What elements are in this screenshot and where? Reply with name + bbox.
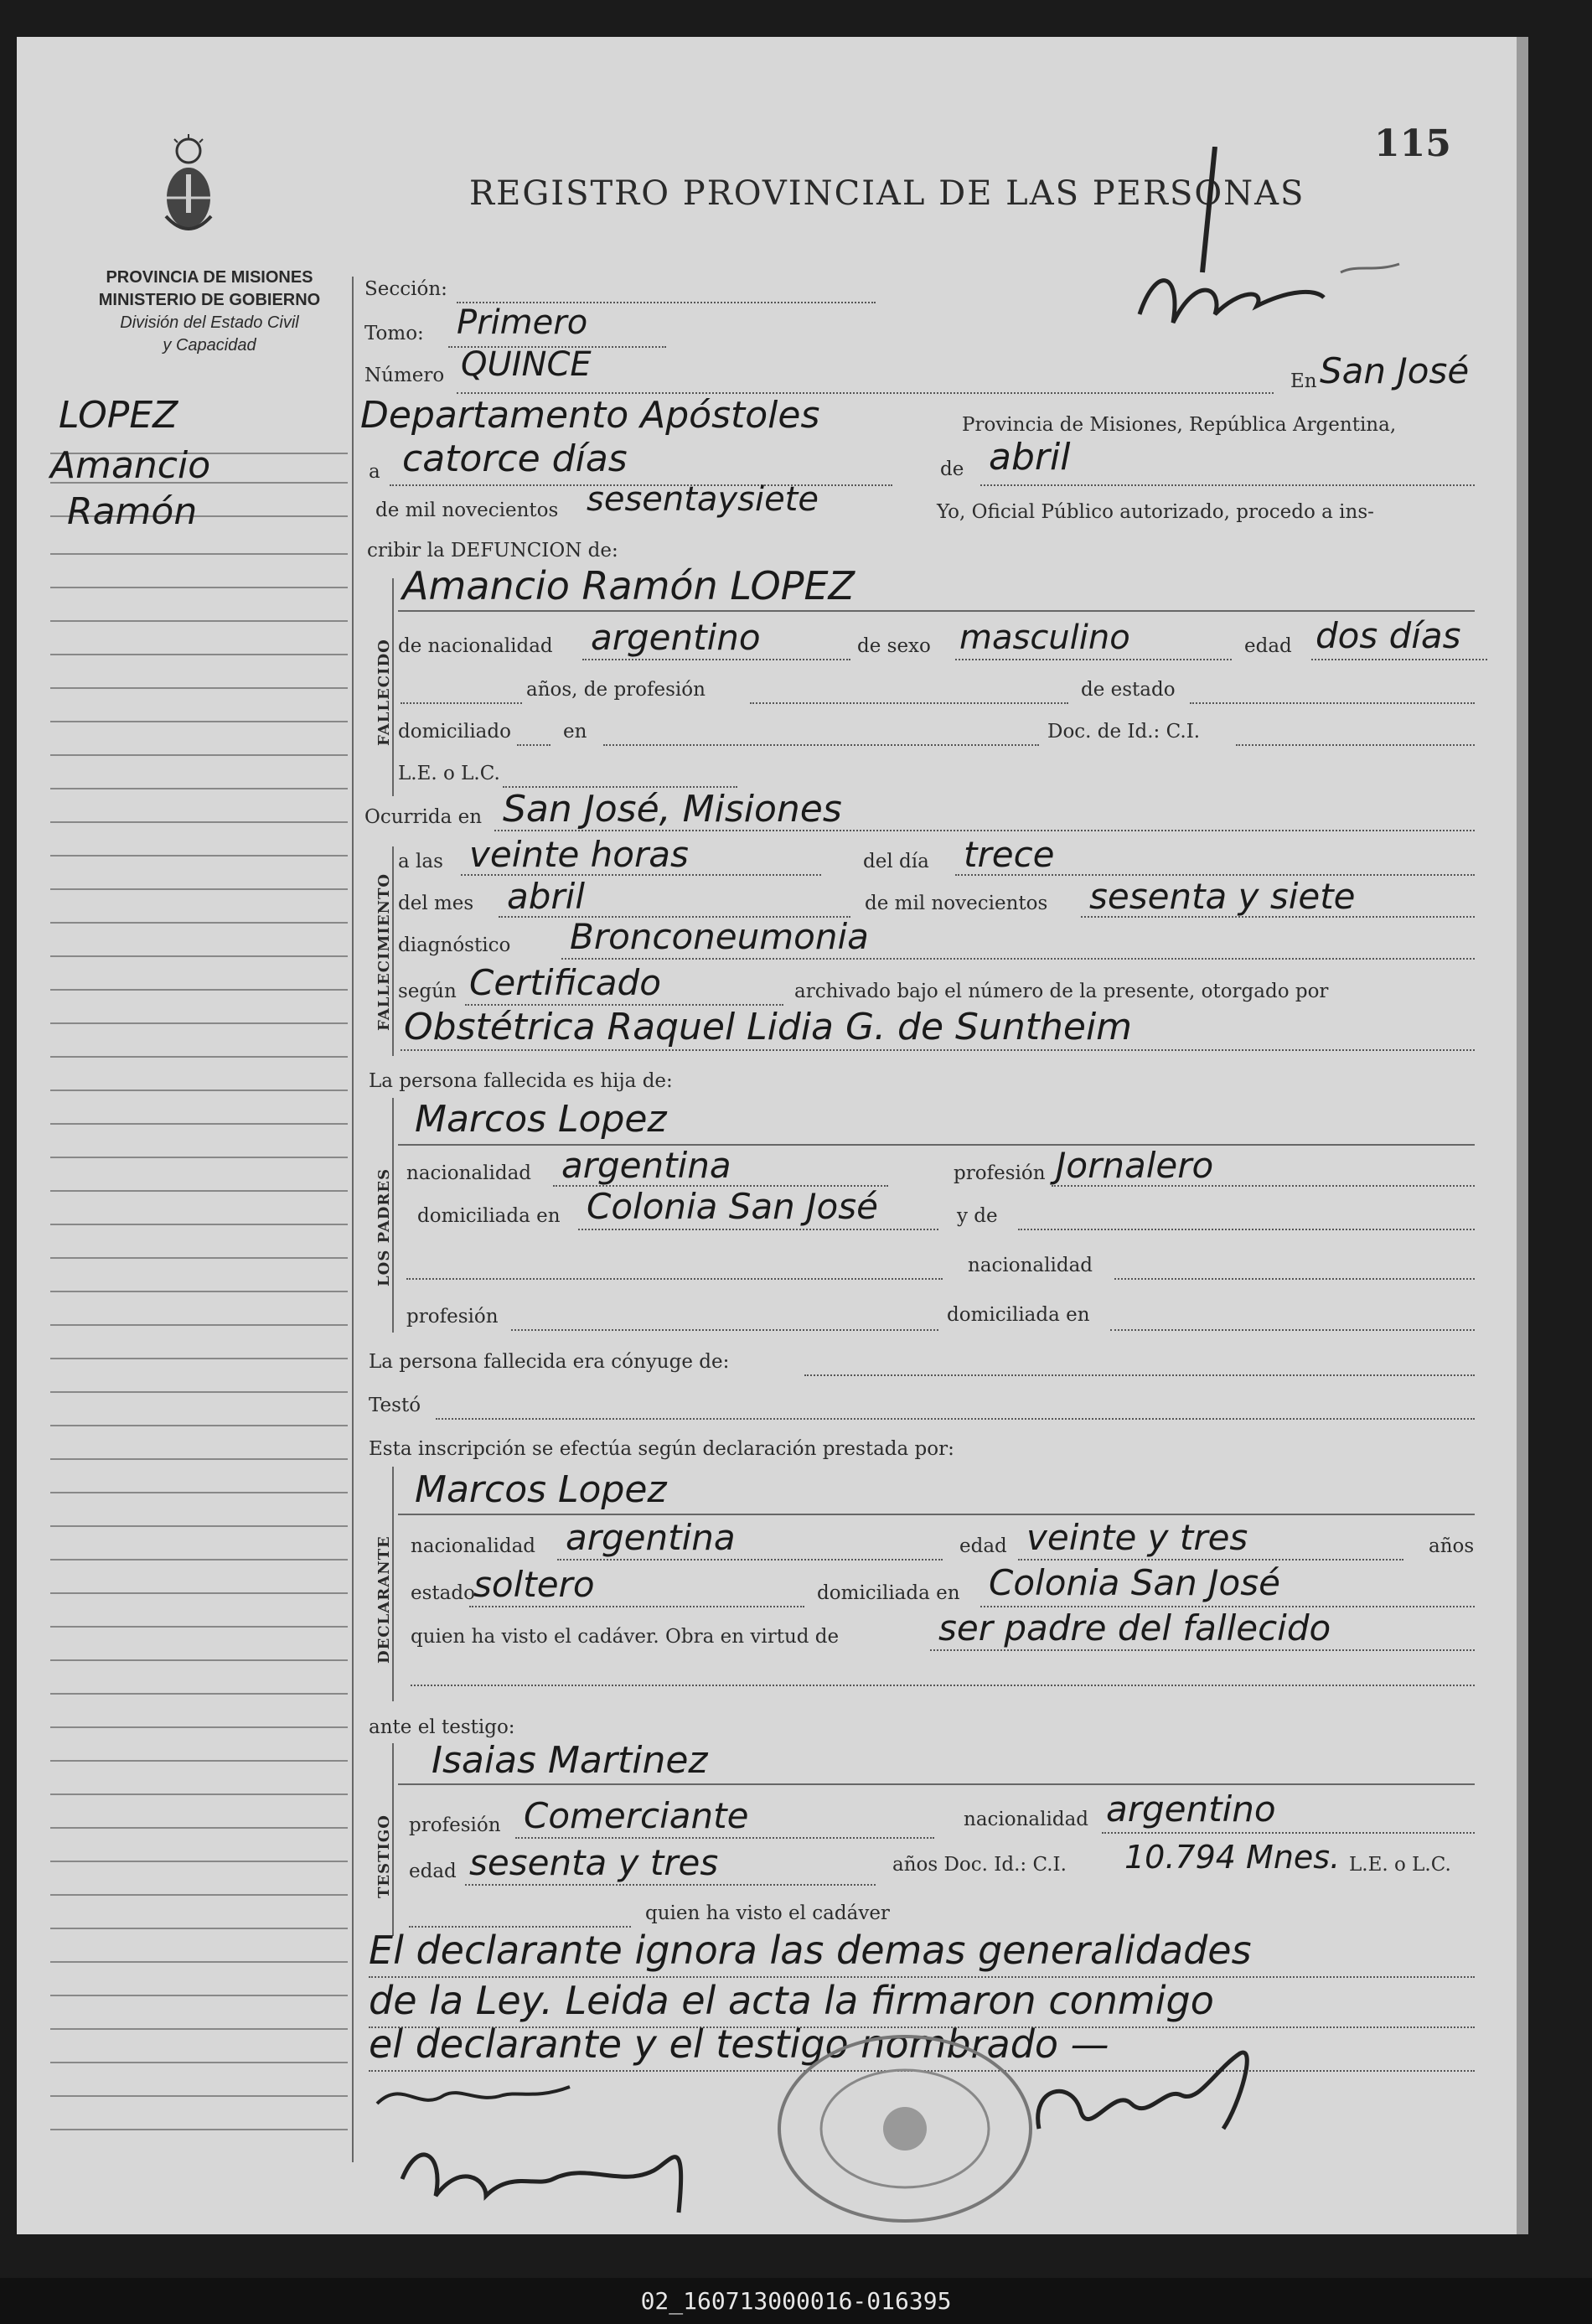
page-title: REGISTRO PROVINCIAL DE LAS PERSONAS: [469, 174, 1305, 213]
label-decl-edad: edad: [959, 1535, 1007, 1557]
label-en: En: [1290, 370, 1317, 392]
label-a-las: a las: [398, 851, 443, 872]
label-profesion-madre: profesión: [406, 1306, 499, 1328]
label-test-profesion: profesión: [409, 1814, 501, 1836]
label-de-estado: de estado: [1081, 679, 1176, 701]
label-seccion: Sección:: [364, 278, 447, 300]
label-en2: en: [563, 721, 587, 743]
label-del-mes: del mes: [398, 893, 474, 914]
label-numero: Número: [364, 365, 445, 386]
label-segun: según: [398, 981, 457, 1002]
label-domiciliado: domiciliado: [398, 721, 511, 743]
value-test-prof: Comerciante: [524, 1795, 749, 1836]
agency-capacity: y Capacidad: [163, 336, 256, 355]
value-diagnostico: Bronconeumonia: [570, 916, 869, 957]
agency-province: PROVINCIA DE MISIONES: [106, 268, 313, 287]
value-tomo: Primero: [457, 303, 588, 342]
label-decl-estado: estado: [411, 1582, 475, 1604]
value-padre-dom: Colonia San José: [587, 1186, 878, 1227]
value-otorgado: Obstétrica Raquel Lidia G. de Suntheim: [404, 1006, 1133, 1048]
note-line-2: de la Ley. Leida el acta la firmaron conmigo: [369, 1978, 1214, 2023]
label-nacionalidad-madre: nacionalidad: [968, 1255, 1093, 1276]
label-anos-profesion: años, de profesión: [526, 679, 706, 701]
value-decl-estado: soltero: [473, 1564, 595, 1605]
value-nacionalidad: argentino: [591, 617, 761, 658]
label-nacionalidad: de nacionalidad: [398, 635, 553, 657]
value-padre-prof: Jornalero: [1056, 1145, 1214, 1186]
image-id-footer: 02_160713000016-016395: [0, 2278, 1592, 2324]
section-declarante: DECLARANTE: [375, 1535, 393, 1664]
section-fallecimiento: FALLECIMIENTO: [375, 872, 393, 1031]
label-tomo: Tomo:: [364, 323, 424, 344]
label-test-anos: años Doc. Id.: C.I.: [892, 1854, 1067, 1876]
label-hija-de: La persona fallecida es hija de:: [369, 1070, 673, 1092]
margin-given-name-2: Ramón: [67, 490, 198, 533]
value-dia: catorce días: [402, 437, 628, 480]
value-nombre: Amancio Ramón LOPEZ: [402, 563, 855, 608]
label-le-lc: L.E. o L.C.: [398, 763, 500, 784]
value-dia-fallec: trece: [964, 834, 1055, 875]
value-test-ci: 10.794 Mnes.: [1124, 1839, 1341, 1876]
value-anio: sesentaysiete: [587, 480, 819, 519]
label-del-dia: del día: [863, 851, 929, 872]
agency-header: [67, 267, 352, 357]
label-cribir: cribir la DEFUNCION de:: [367, 540, 618, 562]
label-nacionalidad-padre: nacionalidad: [406, 1162, 532, 1184]
label-de-mil2: de mil novecientos: [865, 893, 1048, 914]
margin-given-name-1: Amancio: [50, 444, 211, 487]
label-domiciliada-madre: domiciliada en: [947, 1304, 1090, 1326]
value-padre-nac: argentina: [561, 1145, 731, 1186]
official-closing-signature-icon: [1022, 2003, 1290, 2171]
label-domiciliada-padre: domiciliada en: [417, 1205, 561, 1227]
value-decl-nac: argentina: [566, 1517, 736, 1558]
label-ante-testigo: ante el testigo:: [369, 1716, 515, 1738]
label-test-edad: edad: [409, 1861, 457, 1882]
label-declaracion: Esta inscripción se efectúa según declaración prestada por:: [369, 1438, 954, 1460]
value-mes: abril: [989, 436, 1071, 479]
value-declarante: Marcos Lopez: [415, 1468, 667, 1511]
value-sexo: masculino: [959, 619, 1130, 657]
value-test-nac: argentino: [1106, 1788, 1276, 1830]
argentine-coat-of-arms-icon: [159, 132, 218, 241]
label-testo: Testó: [369, 1395, 421, 1416]
label-edad: edad: [1244, 635, 1292, 657]
label-doc-id: Doc. de Id.: C.I.: [1047, 721, 1201, 743]
section-testigo: TESTIGO: [375, 1814, 393, 1898]
value-numero: QUINCE: [461, 345, 592, 384]
label-decl-nacionalidad: nacionalidad: [411, 1535, 536, 1557]
label-decl-anos: años: [1429, 1535, 1475, 1557]
page-number: 115: [1374, 122, 1451, 165]
value-hora: veinte horas: [469, 834, 689, 875]
label-de-mil: de mil novecientos: [375, 499, 559, 521]
value-ocurrida: San José, Misiones: [503, 788, 842, 831]
value-test-edad: sesenta y tres: [469, 1842, 719, 1883]
margin-surname: LOPEZ: [59, 394, 178, 437]
label-sexo: de sexo: [857, 635, 931, 657]
label-quien-ha-visto: quien ha visto el cadáver. Obra en virtud de: [411, 1626, 840, 1648]
section-padres: LOS PADRES: [375, 1167, 393, 1286]
registry-seal-icon: [762, 2011, 1047, 2229]
label-profesion-padre: profesión: [954, 1162, 1046, 1184]
label-de: de: [940, 458, 964, 480]
label-test-le-lc: L.E. o L.C.: [1349, 1854, 1451, 1876]
label-ocurrida: Ocurrida en: [364, 806, 483, 828]
section-fallecido: FALLECIDO: [375, 639, 393, 746]
label-conyuge: La persona fallecida era cónyuge de:: [369, 1351, 730, 1373]
label-a: a: [369, 461, 380, 483]
label-yo-oficial: Yo, Oficial Público autorizado, procedo a ins-: [937, 501, 1374, 523]
value-testigo: Isaias Martinez: [432, 1739, 708, 1782]
value-lugar: San José: [1320, 350, 1470, 391]
label-test-nacionalidad: nacionalidad: [964, 1809, 1089, 1830]
value-segun: Certificado: [469, 962, 661, 1003]
value-decl-edad: veinte y tres: [1026, 1517, 1248, 1558]
note-line-1: El declarante ignora las demas generalidades: [369, 1928, 1252, 1973]
value-anio-fallec: sesenta y siete: [1089, 876, 1356, 917]
label-archivado: archivado bajo el número de la presente, otorgado por: [794, 981, 1329, 1002]
value-departamento: Departamento Apóstoles: [360, 394, 820, 437]
note-line-3: el declarante y el testigo nombrado —: [369, 2021, 1109, 2067]
official-signature-icon: [1123, 147, 1424, 339]
label-test-quien: quien ha visto el cadáver: [645, 1902, 890, 1924]
label-provincia: Provincia de Misiones, República Argentina,: [962, 414, 1397, 436]
agency-division: División del Estado Civil: [120, 313, 299, 332]
value-decl-virtud: ser padre del fallecido: [938, 1607, 1331, 1649]
label-y-de: y de: [957, 1205, 998, 1227]
declarant-and-witness-signatures-icon: [369, 2070, 721, 2229]
value-edad: dos días: [1315, 615, 1461, 656]
agency-ministry: MINISTERIO DE GOBIERNO: [98, 291, 321, 309]
value-padre: Marcos Lopez: [415, 1098, 667, 1141]
label-decl-domiciliada: domiciliada en: [817, 1582, 960, 1604]
value-mes-fallec: abril: [507, 876, 586, 917]
label-diagnostico: diagnóstico: [398, 934, 511, 956]
value-decl-dom: Colonia San José: [989, 1562, 1280, 1603]
